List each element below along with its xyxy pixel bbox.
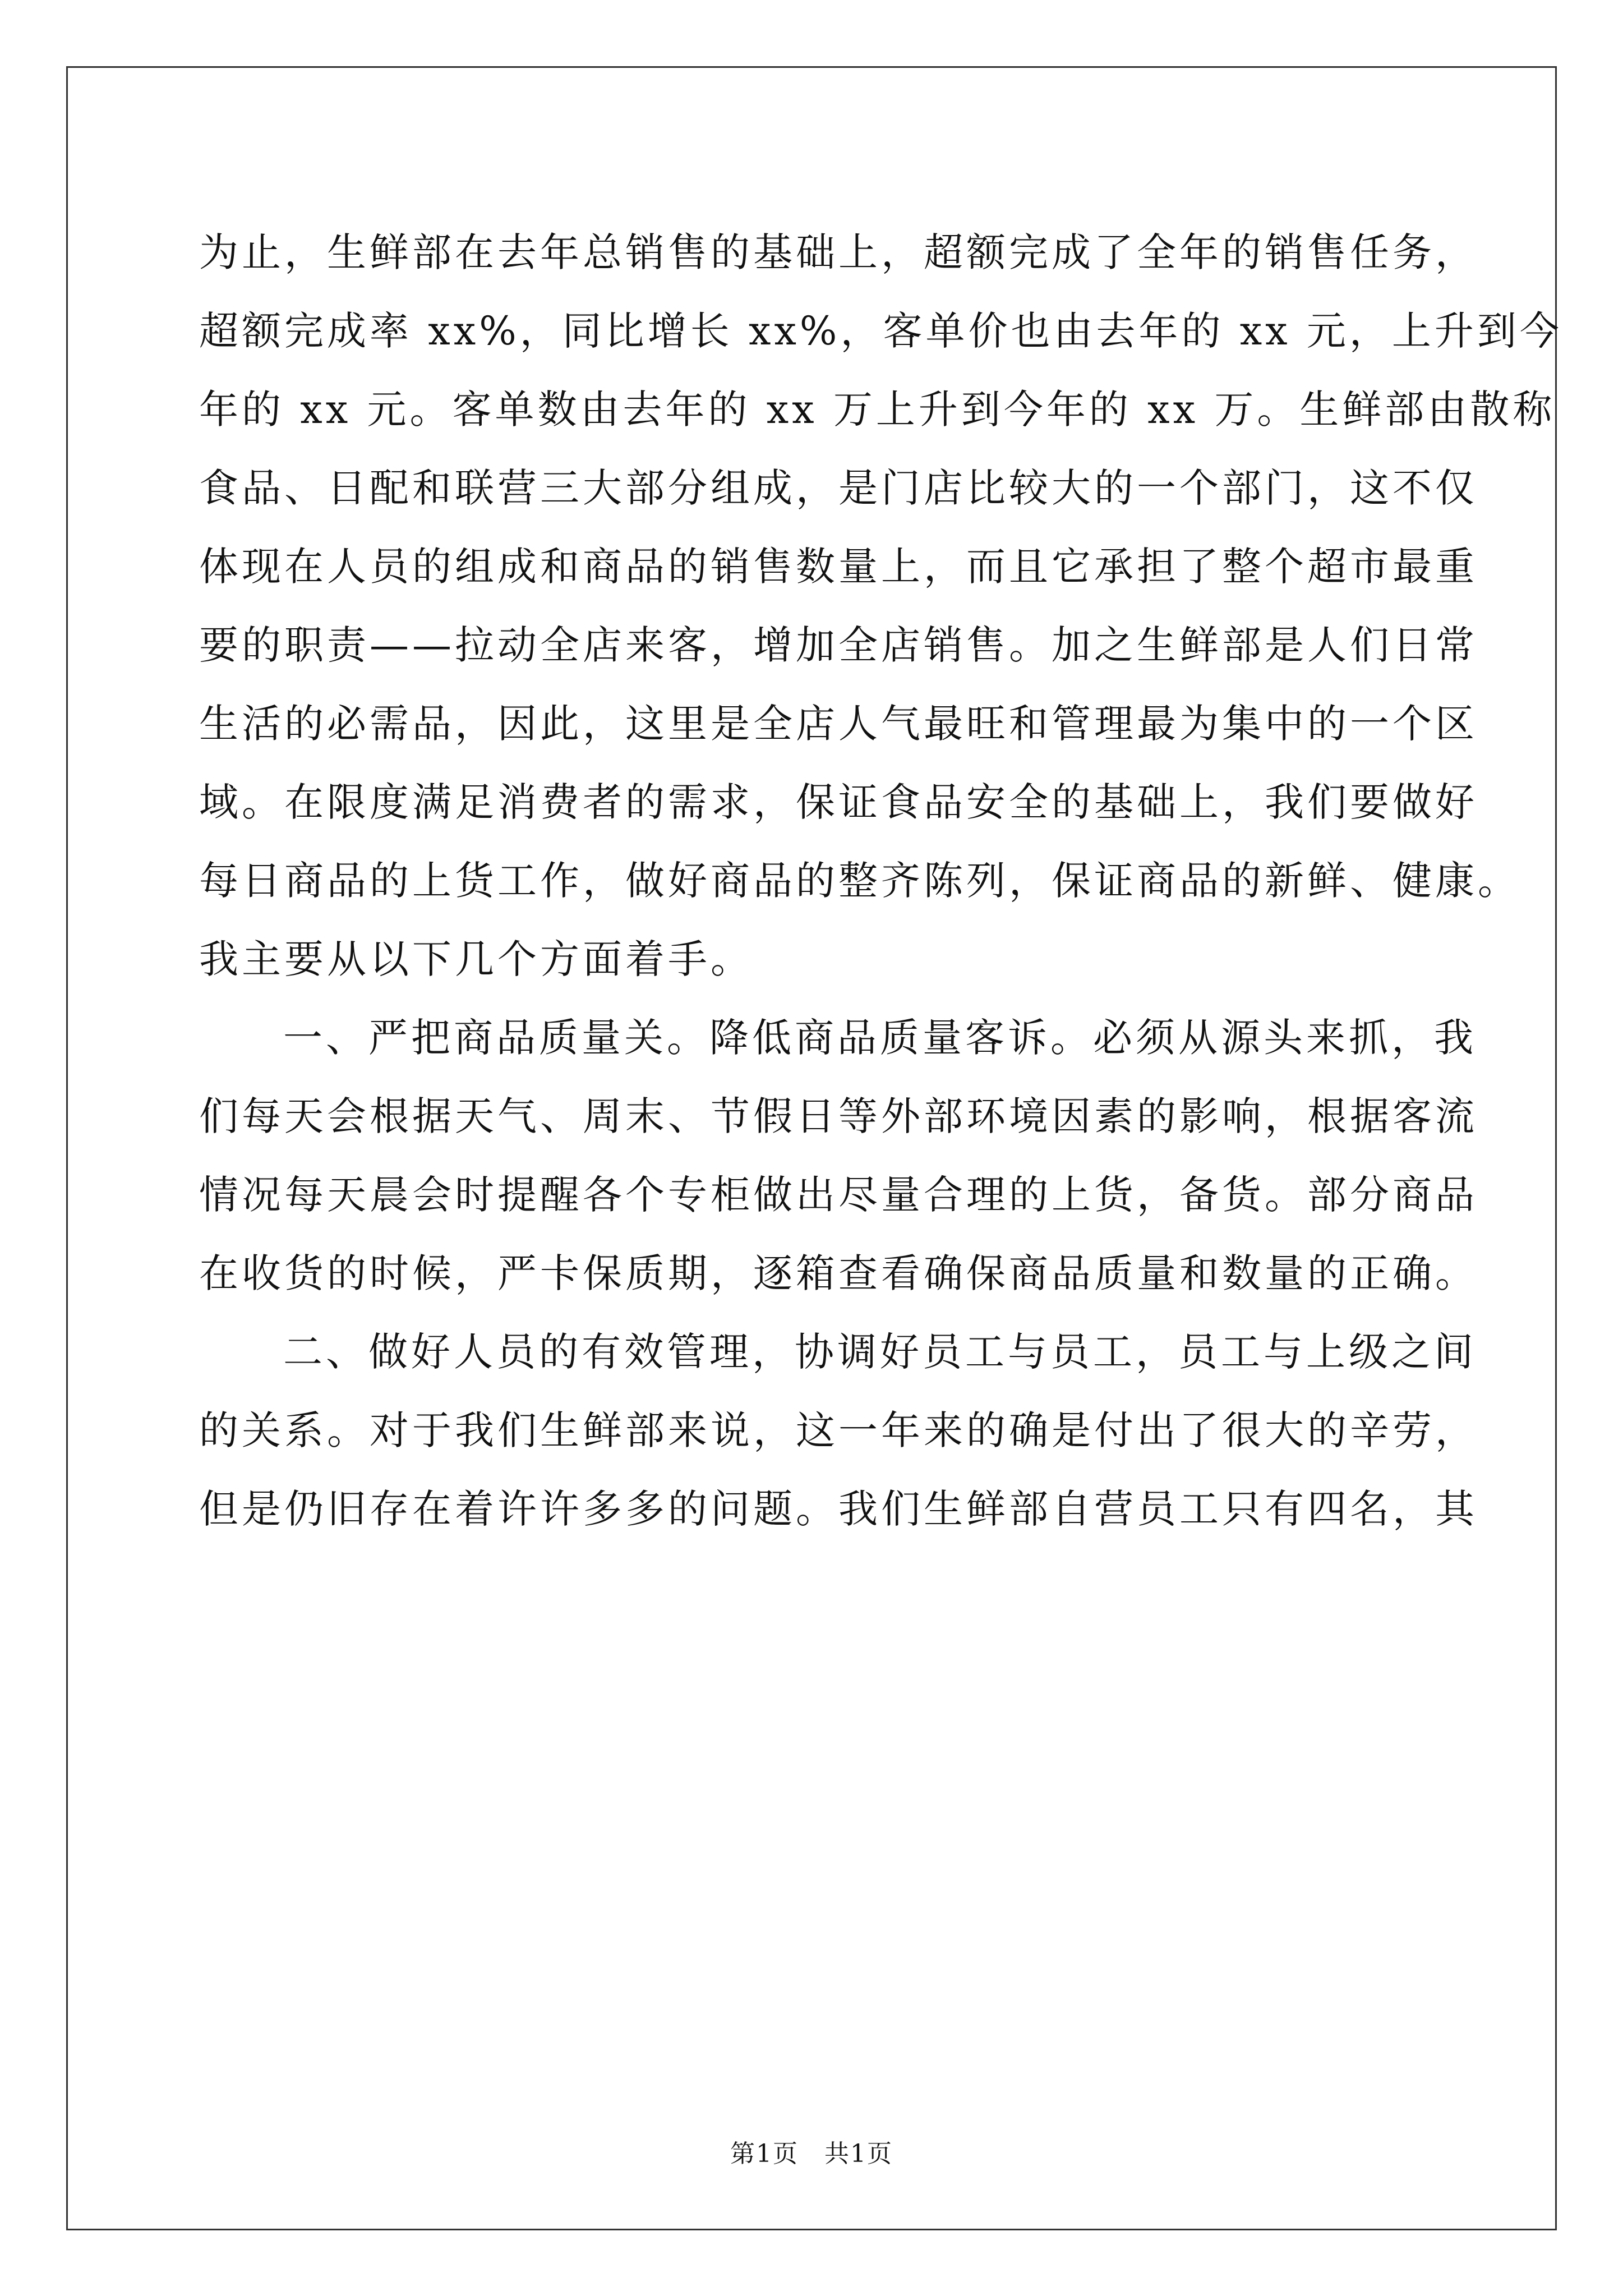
text-line: 要的职责——拉动全店来客，增加全店销售。加之生鲜部是人们日常 (199, 622, 1478, 668)
text-line: 情况每天晨会时提醒各个专柜做出尽量合理的上货，备货。部分商品 (199, 1172, 1478, 1218)
text-line: 的关系。对于我们生鲜部来说，这一年来的确是付出了很大的辛劳， (199, 1407, 1478, 1453)
text-line: 但是仍旧存在着许许多多的问题。我们生鲜部自营员工只有四名，其 (199, 1486, 1478, 1532)
text-line: 超额完成率 xx%，同比增长 xx%，客单价也由去年的 xx 元，上升到今 (199, 308, 1562, 354)
document-body (199, 213, 1562, 1548)
text-line: 域。在限度满足消费者的需求，保证食品安全的基础上，我们要做好 (199, 779, 1478, 825)
text-line: 在收货的时候，严卡保质期，逐箱查看确保商品质量和数量的正确。 (199, 1250, 1478, 1296)
text-line: 体现在人员的组成和商品的销售数量上，而且它承担了整个超市最重 (199, 544, 1478, 590)
paragraph-first-line: 一、严把商品质量关。降低商品质量客诉。必须从源头来抓，我 (283, 1015, 1477, 1061)
text-line: 每日商品的上货工作，做好商品的整齐陈列，保证商品的新鲜、健康。 (199, 858, 1520, 904)
text-line: 生活的必需品，因此，这里是全店人气最旺和管理最为集中的一个区 (199, 701, 1478, 747)
text-line: 食品、日配和联营三大部分组成，是门店比较大的一个部门，这不仅 (199, 465, 1478, 511)
text-line: 我主要从以下几个方面着手。 (199, 936, 753, 982)
text-line: 们每天会根据天气、周末、节假日等外部环境因素的影响，根据客流 (199, 1093, 1478, 1139)
text-line: 为止，生鲜部在去年总销售的基础上，超额完成了全年的销售任务， (199, 229, 1478, 275)
text-line: 年的 xx 元。客单数由去年的 xx 万上升到今年的 xx 万。生鲜部由散称 (199, 386, 1556, 432)
paragraph-first-line: 二、做好人员的有效管理，协调好员工与员工，员工与上级之间 (283, 1329, 1477, 1375)
page-footer: 第1页 共1页 (730, 2139, 893, 2168)
